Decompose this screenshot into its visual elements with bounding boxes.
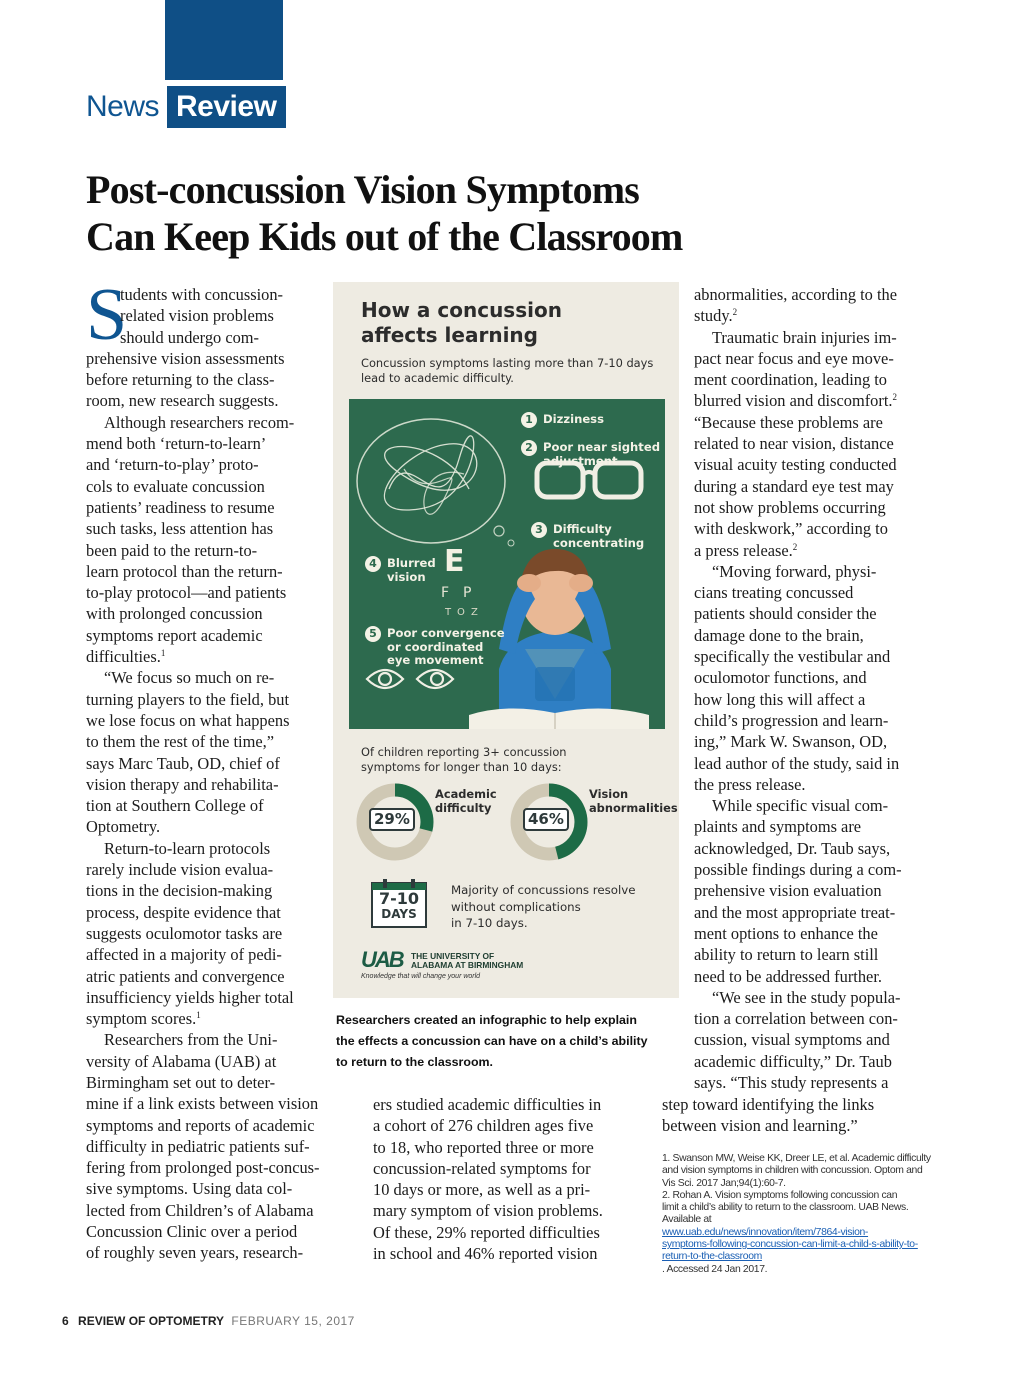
infographic-subtitle-line: lead to academic difficulty. <box>361 371 514 385</box>
text-line <box>86 816 320 837</box>
reference-line <box>662 1251 937 1276</box>
text-line <box>86 1200 320 1221</box>
text-line-text: tions in the decision-making <box>86 881 273 901</box>
text-line <box>86 987 320 1008</box>
reference-line <box>662 1214 937 1239</box>
symptom-item <box>531 523 644 550</box>
text-line <box>694 305 902 326</box>
text-line <box>86 1157 320 1178</box>
symptom-number: 2 <box>521 440 537 456</box>
section-word-news: News <box>86 90 160 123</box>
stat-label <box>435 787 497 815</box>
text-line-text: damage done to the brain, <box>694 625 864 645</box>
symptom-label: Poor convergence <box>387 626 505 640</box>
text-line-text: rarely include vision evalua- <box>86 860 274 880</box>
text-line-text: suggests oculomotor tasks are <box>86 923 283 943</box>
text-line <box>694 667 902 688</box>
text-line-text: mary symptom of vision problems. <box>373 1201 603 1221</box>
text-line-text: symptoms report academic <box>86 625 263 645</box>
text-line: step toward identifying the links <box>662 1095 875 1114</box>
text-line <box>373 1179 603 1200</box>
text-line-text: to them the rest of the time,” <box>86 732 274 752</box>
text-line <box>694 1072 902 1093</box>
page-number: 6 <box>62 1314 69 1328</box>
text-line <box>86 327 320 348</box>
article-title-line: Can Keep Kids out of the Classroom <box>86 214 683 259</box>
text-line <box>694 944 902 965</box>
symptom-item <box>521 413 604 428</box>
text-line <box>86 603 320 624</box>
stat-intro-line: symptoms for longer than 10 days: <box>361 760 562 774</box>
text-line <box>86 944 320 965</box>
text-line-text: a press release. <box>694 540 793 560</box>
text-line <box>694 433 902 454</box>
text-line-text: insufficiency yields higher total <box>86 987 294 1007</box>
eye-chart-letter: F <box>441 585 450 601</box>
chalkboard-illustration <box>349 399 665 729</box>
text-line <box>694 454 902 475</box>
footnote-marker: 1 <box>160 648 166 659</box>
text-line-text: prehensive vision evaluation <box>694 881 882 901</box>
text-line-text: cians treating concussed <box>694 583 854 603</box>
text-line <box>86 582 320 603</box>
footnote-marker: 2 <box>732 307 738 318</box>
text-line-text: plaints and symptoms are <box>694 817 862 837</box>
stat-value: 46% <box>523 808 569 831</box>
text-line-text: symptoms and reports of academic <box>86 1115 315 1135</box>
text-line <box>694 859 902 880</box>
text-line <box>86 518 320 539</box>
text-line-text: to 18, who reported three or more <box>373 1137 594 1157</box>
text-line <box>694 625 902 646</box>
text-line <box>694 880 902 901</box>
text-line-text: Concussion Clinic over a period <box>86 1222 298 1242</box>
symptom-label: concentrating <box>553 535 645 550</box>
text-line <box>694 987 902 1008</box>
text-line <box>86 390 320 411</box>
text-line <box>694 753 902 774</box>
text-line <box>86 667 320 688</box>
days-badge <box>371 890 427 921</box>
text-line-text: need to be addressed further. <box>694 966 882 986</box>
text-line-text: a cohort of 276 children ages five <box>373 1116 594 1136</box>
text-line-text: blurred vision and discomfort. <box>694 391 893 411</box>
text-line-text: says. “This study represents a <box>694 1072 889 1092</box>
text-line <box>86 1115 320 1136</box>
child-illustration <box>499 549 611 729</box>
text-line-text: sive symptoms. Using data col- <box>86 1179 293 1199</box>
text-line <box>86 753 320 774</box>
uab-logo-tagline: Knowledge that will change your world <box>361 973 481 980</box>
text-line-text: such tasks, less attention has <box>86 519 274 539</box>
text-line <box>86 369 320 390</box>
text-line <box>86 305 320 326</box>
text-line <box>86 646 320 667</box>
text-line-text: study. <box>694 306 733 326</box>
uab-logo-name-line: THE UNIVERSITY OF <box>411 951 495 961</box>
days-unit: DAYS <box>381 907 417 921</box>
text-line <box>86 1093 320 1114</box>
stat-label <box>589 787 678 815</box>
symptom-number: 5 <box>365 626 381 642</box>
text-line-text: Researchers from the Uni- <box>104 1030 278 1050</box>
text-line-text: before returning to the class- <box>86 370 275 390</box>
text-line <box>86 1029 320 1050</box>
reference-text: Available at <box>662 1214 712 1226</box>
resolve-line: in 7-10 days. <box>451 916 528 930</box>
text-line-text: Optometry. <box>86 817 161 837</box>
symptom-label: adjustment <box>543 453 618 468</box>
text-line-text: and ‘return-to-play’ proto- <box>86 455 259 475</box>
text-line-text: Return-to-learn protocols <box>104 838 271 858</box>
symptom-number: 4 <box>365 556 381 572</box>
text-line <box>86 710 320 731</box>
header-color-strip <box>165 0 283 80</box>
text-line-text: Although researchers recom- <box>104 412 295 432</box>
text-line-text: vision therapy and rehabilita- <box>86 774 279 794</box>
uab-logo-mark: UAB <box>361 947 403 972</box>
text-line <box>694 412 902 433</box>
text-line: between vision and learning.” <box>662 1116 858 1136</box>
text-line-text: cols to evaluate concussion <box>86 476 265 496</box>
footnote-marker: 2 <box>792 541 798 552</box>
text-line-text: turning players to the field, but <box>86 689 290 709</box>
text-line-text: specifically the vestibular and <box>694 647 891 667</box>
text-line <box>86 1136 320 1157</box>
text-line <box>86 1178 320 1199</box>
text-line <box>86 689 320 710</box>
text-line <box>694 348 902 369</box>
text-line-text: room, new research suggests. <box>86 391 279 411</box>
text-line-text: with deskwork,” according to <box>694 519 888 539</box>
stat-value: 29% <box>369 808 415 831</box>
eye-chart-letter: P <box>463 585 472 601</box>
text-line-text: been paid to the return-to- <box>86 540 258 560</box>
text-line <box>86 1072 320 1093</box>
text-line-text: in school and 46% reported vision <box>373 1244 598 1264</box>
infographic-subtitle <box>361 356 653 386</box>
text-line <box>694 390 902 411</box>
text-line-text: with prolonged concussion <box>86 604 263 624</box>
uab-logo <box>361 947 524 983</box>
text-line-text: difficulty in pediatric patients suf- <box>86 1136 310 1156</box>
article-title <box>86 166 966 260</box>
text-line <box>86 284 320 305</box>
text-line-text: lead author of the study, said in <box>694 753 900 773</box>
text-line-text: tion a correlation between con- <box>694 1009 898 1029</box>
text-line <box>694 1051 902 1072</box>
text-line <box>694 369 902 390</box>
symptom-label: Poor near sighted <box>543 440 661 454</box>
text-line-text: mend both ‘return-to-learn’ <box>86 434 267 454</box>
reference-line: Vis Sci. 2017 Jan;94(1):60-7. <box>662 1177 786 1189</box>
text-line-text: ment coordination, leading to <box>694 370 887 390</box>
symptom-item <box>521 441 660 468</box>
stat-intro <box>361 745 567 775</box>
text-line <box>694 923 902 944</box>
text-line <box>373 1158 603 1179</box>
text-line-text: lected from Children’s of Alabama <box>86 1200 314 1220</box>
text-line <box>86 774 320 795</box>
text-line <box>86 966 320 987</box>
caption-line: Researchers created an infographic to help explain <box>336 1013 637 1027</box>
text-line-text: atric patients and convergence <box>86 966 285 986</box>
references <box>662 1153 937 1276</box>
text-line <box>373 1115 603 1136</box>
article-column-3-tail <box>662 1094 874 1137</box>
text-line <box>86 795 320 816</box>
text-line <box>694 1008 902 1029</box>
article-title-line: Post-concussion Vision Symptoms <box>86 167 640 212</box>
text-line <box>86 1242 320 1263</box>
symptom-label: Difficulty <box>553 522 612 536</box>
text-line-text: “We focus so much on re- <box>104 668 275 688</box>
text-line-text: oculomotor functions, and <box>694 668 867 688</box>
symptom-label: vision <box>387 569 426 584</box>
text-line-text: related to near vision, distance <box>694 434 894 454</box>
text-line-text: ability to return to learn still <box>694 945 879 965</box>
resolve-line: Majority of concussions resolve <box>451 883 636 897</box>
text-line <box>373 1094 603 1115</box>
text-line-text: academic difficulty,” Dr. Taub <box>694 1051 892 1071</box>
text-line <box>373 1200 603 1221</box>
text-line-text: prehensive vision assessments <box>86 348 285 368</box>
text-line <box>694 476 902 497</box>
text-line-text: symptom scores. <box>86 1009 197 1029</box>
text-line-text: Birmingham set out to deter- <box>86 1072 276 1092</box>
text-line-text: during a standard eye test may <box>694 476 894 496</box>
text-line <box>86 1221 320 1242</box>
symptom-label: or coordinated <box>387 639 484 654</box>
symptom-label: Blurred <box>387 556 436 570</box>
text-line <box>694 646 902 667</box>
text-line <box>86 561 320 582</box>
text-line-text: Traumatic brain injuries im- <box>712 327 897 347</box>
text-line-text: mine if a link exists between vision <box>86 1094 319 1114</box>
infographic <box>333 282 679 998</box>
symptom-label: Dizziness <box>543 412 604 426</box>
text-line-text: process, despite evidence that <box>86 902 281 922</box>
text-line <box>694 816 902 837</box>
caption-line: to return to the classroom. <box>336 1055 493 1069</box>
text-line-text: should undergo com- <box>120 327 260 347</box>
reference-link[interactable]: www.uab.edu/news/innovation/item/7864-vision- <box>662 1226 869 1238</box>
text-line-text: of roughly seven years, research- <box>86 1243 304 1263</box>
text-line <box>694 710 902 731</box>
text-line <box>86 625 320 646</box>
text-line-text: and the most appropriate treat- <box>694 902 896 922</box>
text-line <box>694 966 902 987</box>
symptom-item <box>365 557 436 584</box>
text-line <box>86 348 320 369</box>
text-line <box>694 689 902 710</box>
symptom-label: eye movement <box>387 653 484 667</box>
text-line-text: patients’ readiness to resume <box>86 497 275 517</box>
text-line <box>694 774 902 795</box>
stat-label-line: Vision <box>589 787 629 801</box>
text-line-text: Of these, 29% reported difficulties <box>373 1222 600 1242</box>
text-line-text: says Marc Taub, OD, chief of <box>86 753 280 773</box>
symptom-number: 1 <box>521 412 537 428</box>
text-line <box>86 880 320 901</box>
symptom-item <box>365 627 505 668</box>
text-line-text: to-play protocol—and patients <box>86 583 287 603</box>
text-line <box>86 454 320 475</box>
text-line-text: we lose focus on what happens <box>86 710 290 730</box>
stat-label-line: abnormalities <box>589 801 678 815</box>
text-line <box>86 923 320 944</box>
eye-icon <box>367 670 403 688</box>
text-line <box>694 902 902 923</box>
resolve-text <box>451 882 636 932</box>
text-line-text: “Moving forward, physi- <box>712 561 877 581</box>
text-line <box>373 1137 603 1158</box>
issue-date: FEBRUARY 15, 2017 <box>231 1314 355 1328</box>
text-line-text: pact near focus and eye move- <box>694 348 894 368</box>
text-line-text: abnormalities, according to the <box>694 285 897 304</box>
text-line-text: 10 days or more, as well as a pri- <box>373 1180 591 1200</box>
text-line <box>373 1243 603 1264</box>
reference-link[interactable]: return-to-the-classroom <box>662 1251 762 1263</box>
text-line-text: patients should consider the <box>694 604 877 624</box>
article-column-1 <box>86 284 320 1264</box>
text-line <box>86 838 320 859</box>
text-line-text: the press release. <box>694 774 806 794</box>
text-line-text: acknowledged, Dr. Taub says, <box>694 838 891 858</box>
article-column-2 <box>373 1094 603 1264</box>
text-line-text: cussion, visual symptoms and <box>694 1030 890 1050</box>
uab-logo-name-line: ALABAMA AT BIRMINGHAM <box>411 959 524 970</box>
drop-cap: S <box>86 274 128 356</box>
text-line <box>86 540 320 561</box>
reference-link[interactable]: symptoms-following-concussion-can-limit-a-child-s-ability-to- <box>662 1239 918 1251</box>
text-line <box>86 859 320 880</box>
text-line-text: learn protocol than the return- <box>86 561 283 581</box>
page-footer <box>62 1314 355 1328</box>
text-line <box>694 731 902 752</box>
text-line-text: not show problems occurring <box>694 497 886 517</box>
text-line-text: tudents with concussion- <box>120 285 283 304</box>
text-line-text: versity of Alabama (UAB) at <box>86 1051 277 1071</box>
text-line-text: how long this will affect a <box>694 689 866 709</box>
footnote-marker: 1 <box>196 1010 201 1021</box>
text-line-text: visual acuity testing conducted <box>694 455 897 475</box>
text-line <box>86 412 320 433</box>
symptom-number: 3 <box>531 522 547 538</box>
reference-line: and vision symptoms in children with concussion. Optom and <box>662 1165 923 1177</box>
text-line-text: difficulties. <box>86 647 161 667</box>
text-line-text: concussion-related symptoms for <box>373 1158 591 1178</box>
text-line <box>694 838 902 859</box>
text-line-text: ing,” Mark W. Swanson, OD, <box>694 732 888 752</box>
resolve-line: without complications <box>451 899 581 914</box>
magazine-name: REVIEW OF OPTOMETRY <box>78 1314 225 1328</box>
text-line-text: ers studied academic difficulties in <box>373 1095 602 1114</box>
eye-chart-letter: O <box>457 607 465 618</box>
text-line <box>86 433 320 454</box>
eye-chart-letter: E <box>444 544 465 579</box>
section-header <box>86 86 286 128</box>
section-word-review: Review <box>167 86 286 128</box>
text-line <box>86 1008 320 1029</box>
text-line <box>694 603 902 624</box>
stat-intro-line: Of children reporting 3+ concussion <box>361 745 567 759</box>
text-line <box>694 1029 902 1050</box>
text-line <box>694 518 902 539</box>
text-line-text: ment options to enhance the <box>694 923 878 943</box>
text-line-text: tion at Southern College of <box>86 796 264 816</box>
text-line <box>694 561 902 582</box>
infographic-title-line: How a concussion <box>361 298 562 322</box>
text-line-text: While specific visual com- <box>712 796 889 816</box>
stat-label-line: Academic <box>435 787 497 801</box>
text-line <box>694 582 902 603</box>
infographic-subtitle-line: Concussion symptoms lasting more than 7-10 days <box>361 356 654 370</box>
text-line <box>86 902 320 923</box>
reference-line <box>662 1239 937 1251</box>
footnote-marker: 2 <box>892 392 897 403</box>
text-line-text: affected in a majority of pedi- <box>86 945 282 965</box>
eye-icon <box>417 670 453 688</box>
text-line <box>86 476 320 497</box>
caption-line: the effects a concussion can have on a child’s ability <box>336 1034 648 1048</box>
infographic-caption <box>336 1010 647 1073</box>
text-line-text: fering from prolonged post-concus- <box>86 1158 320 1178</box>
uab-logo-name <box>411 952 523 970</box>
infographic-title-line: affects learning <box>361 323 538 347</box>
text-line-text: “We see in the study popula- <box>712 987 901 1007</box>
text-line-text: child’s progression and learn- <box>694 710 889 730</box>
reference-text: . Accessed 24 Jan 2017. <box>662 1263 768 1275</box>
text-line-text: possible findings during a com- <box>694 860 902 880</box>
text-line <box>86 1051 320 1072</box>
reference-line: limit a child’s ability to return to the classroom. UAB News. <box>662 1202 909 1214</box>
article-column-3 <box>694 284 902 1093</box>
text-line <box>694 540 902 561</box>
days-number: 7-10 <box>378 889 420 908</box>
text-line <box>86 731 320 752</box>
text-line <box>694 497 902 518</box>
text-line-text: “Because these problems are <box>694 412 883 432</box>
text-line-text: related vision problems <box>120 306 274 326</box>
text-line <box>373 1222 603 1243</box>
text-line <box>86 497 320 518</box>
infographic-title <box>361 298 562 348</box>
eye-chart-letter: T <box>445 607 452 618</box>
reference-line: 1. Swanson MW, Weise KK, Dreer LE, et al. Academic difficulty <box>662 1153 931 1164</box>
text-line <box>694 327 902 348</box>
eye-chart-letter: Z <box>471 607 478 618</box>
text-line <box>694 284 902 305</box>
reference-line: 2. Rohan A. Vision symptoms following concussion can <box>662 1189 898 1201</box>
text-line <box>694 795 902 816</box>
stat-label-line: difficulty <box>435 801 492 815</box>
